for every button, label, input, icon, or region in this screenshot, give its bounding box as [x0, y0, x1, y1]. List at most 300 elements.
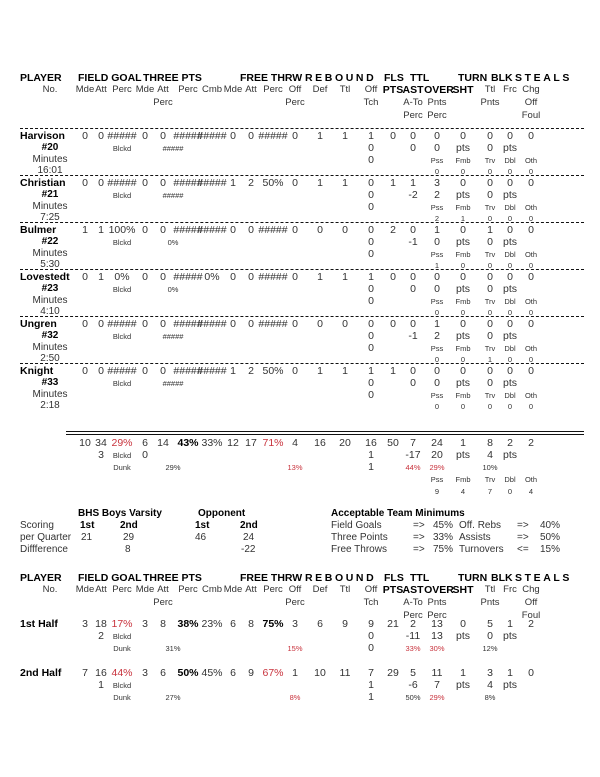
dbl-count: 0 [507, 402, 513, 411]
header-reb-ttl: Ttl [339, 584, 351, 595]
header-st-pnts: Pnts [480, 97, 500, 108]
pts-label: pts [455, 189, 471, 201]
half-stat-cell: 5 [410, 667, 416, 679]
player-stat-cell: 0% [204, 271, 220, 283]
dbl-label: Dbl [504, 344, 516, 353]
player-minutes: 2:18 [40, 400, 60, 411]
header-st-frc: Frc [503, 84, 517, 95]
pss-count: 0 [434, 167, 440, 176]
totals-blckd-made: 0 [142, 449, 148, 461]
to-pnts: 0 [434, 377, 440, 389]
pts-label: pts [455, 449, 471, 461]
player-stat-cell: 50% [262, 365, 284, 377]
header-fls-tch: Tch [363, 597, 379, 608]
player-stat-cell: 0 [292, 224, 298, 236]
minimum-operator-2: => [517, 520, 529, 531]
to-pnts: 2 [434, 189, 440, 201]
opp-q1-header: 1st [195, 520, 210, 531]
totals-stat-cell: 20 [339, 437, 351, 449]
player-stat-cell: 0 [82, 365, 88, 377]
dbl-label: Dbl [504, 203, 516, 212]
header-rebound: REBOUND [305, 572, 377, 584]
blckd-label: Blckd [112, 144, 132, 153]
pss-count: 9 [434, 487, 440, 496]
team-q1-score: 21 [81, 532, 93, 543]
fmb-count: 4 [460, 487, 466, 496]
ast-to: 0 [410, 283, 416, 295]
header-ft-att: Att [245, 584, 257, 595]
opp-q1-score: 46 [195, 532, 207, 543]
header-to-perc: Perc [427, 610, 447, 621]
header-cmb: Cmb [201, 84, 223, 95]
header-ft-mde: Mde [223, 84, 243, 95]
fls-tch: 0 [368, 236, 374, 248]
oth-count: 4 [528, 487, 534, 496]
player-stat-cell: 1 [434, 224, 440, 236]
player-stat-cell: ##### [173, 271, 203, 283]
half-stat-cell: 6 [230, 618, 236, 630]
totals-stat-cell: 29% [111, 437, 133, 449]
player-stat-cell: 0 [434, 271, 440, 283]
half-stat-cell: 67% [262, 667, 284, 679]
player-stat-cell: 1 [390, 177, 396, 189]
player-name: Bulmer [20, 224, 57, 236]
st-pnts: 0 [487, 330, 493, 342]
player-stat-cell: 0 [98, 365, 104, 377]
minimum-value: 75% [433, 544, 454, 555]
row-divider [20, 128, 584, 129]
header-st-ttl: Ttl [484, 84, 496, 95]
player-stat-cell: 0 [390, 271, 396, 283]
player-number: #22 [41, 236, 59, 247]
player-minutes: 5:30 [40, 259, 60, 270]
header-fls: FLS [384, 72, 404, 84]
totals-stat-cell: 4 [292, 437, 298, 449]
pts-label: pts [455, 330, 471, 342]
header-tp-att-perc: Perc [153, 97, 173, 108]
header-chg: Chg [522, 584, 540, 595]
fmb-count: 0 [460, 308, 466, 317]
blckd-perc: ##### [162, 379, 184, 388]
half-stat-cell: 17% [111, 618, 133, 630]
player-stat-cell: 0 [82, 177, 88, 189]
trv-label: Trv [484, 203, 496, 212]
header-ast-perc: Perc [403, 110, 423, 121]
pss-label: Pss [430, 203, 444, 212]
player-stat-cell: 0 [368, 318, 374, 330]
minimum-value-2: 15% [540, 544, 561, 555]
player-stat-cell: 0 [528, 224, 534, 236]
totals-stat-cell: 71% [262, 437, 284, 449]
header-tp-att: Att [157, 584, 169, 595]
ast-to: -6 [408, 679, 418, 691]
fmb-label: Fmb [455, 203, 471, 212]
header-tp-att-perc: Perc [153, 597, 173, 608]
player-stat-cell: 0 [230, 318, 236, 330]
player-stat-cell: 0 [410, 224, 416, 236]
half-stat-cell: 75% [262, 618, 284, 630]
player-stat-cell: 1 [368, 130, 374, 142]
half-name: 1st Half [20, 618, 58, 630]
to-pnts: 20 [431, 449, 443, 461]
st-pnts: 0 [487, 189, 493, 201]
totals-stat-cell: 2 [507, 437, 513, 449]
half-stat-cell: 11 [339, 667, 351, 679]
reb-off-perc: 8% [289, 693, 301, 702]
header-pts: PTS [382, 584, 404, 596]
blckd-label: Blckd [112, 238, 132, 247]
header-fg-mde: Mde [75, 84, 95, 95]
minutes-label: Minutes [32, 154, 68, 165]
fls-tch-2: 0 [368, 295, 374, 307]
player-stat-cell: 0 [248, 271, 254, 283]
minimum-operator: => [413, 532, 425, 543]
player-stat-cell: 0 [142, 177, 148, 189]
fmb-count: 0 [460, 261, 466, 270]
player-stat-cell: 0 [528, 271, 534, 283]
half-stat-cell: 13 [431, 618, 443, 630]
player-name: Lovestedt [20, 271, 70, 283]
player-stat-cell: 3 [434, 177, 440, 189]
player-stat-cell: 0 [507, 318, 513, 330]
player-stat-cell: 0 [410, 271, 416, 283]
header-st-pnts: Pnts [480, 597, 500, 608]
player-stat-cell: ##### [173, 318, 203, 330]
half-stat-cell: 1 [460, 667, 466, 679]
player-stat-cell: 0 [248, 318, 254, 330]
fls-tch-2: 1 [368, 461, 374, 473]
reb-off-perc: 15% [287, 644, 303, 653]
opp-q2-score: 24 [243, 532, 255, 543]
player-stat-cell: 0 [317, 318, 323, 330]
trv-label: Trv [484, 475, 496, 484]
totals-stat-cell: 2 [528, 437, 534, 449]
player-stat-cell: 2 [248, 365, 254, 377]
player-stat-cell: 0 [487, 365, 493, 377]
player-stat-cell: 1 [342, 365, 348, 377]
player-stat-cell: 0 [82, 271, 88, 283]
row-divider [20, 316, 584, 317]
minimum-value: 33% [433, 532, 454, 543]
header-field-goal: FIELD GOAL [78, 72, 142, 84]
to-perc: 29% [429, 693, 445, 702]
player-stat-cell: 0 [98, 318, 104, 330]
fmb-count: 1 [460, 214, 466, 223]
player-stat-cell: 0 [98, 177, 104, 189]
player-stat-cell: 0 [507, 130, 513, 142]
totals-stat-cell: 50 [387, 437, 399, 449]
minimum-value: 45% [433, 520, 454, 531]
player-stat-cell: ##### [197, 130, 227, 142]
player-stat-cell: 0 [142, 224, 148, 236]
scoring-team-title: BHS Boys Varsity [78, 508, 162, 519]
player-stat-cell: 0 [390, 318, 396, 330]
totals-stat-cell: 34 [95, 437, 107, 449]
dbl-count: 0 [507, 487, 513, 496]
player-stat-cell: 0 [160, 177, 166, 189]
scoring-label: Scoring [20, 520, 54, 531]
st-perc: 12% [482, 644, 498, 653]
player-number: #33 [41, 377, 59, 388]
blckd-perc: ##### [162, 332, 184, 341]
half-stat-cell: 44% [111, 667, 133, 679]
minimum-label-2: Turnovers [459, 544, 504, 555]
scoring-opponent-title: Opponent [198, 508, 246, 519]
ast-perc: 50% [405, 693, 421, 702]
oth-count: 0 [528, 402, 534, 411]
header-chg-foul: Foul [521, 610, 541, 621]
pss-count: 1 [434, 261, 440, 270]
trv-count: 0 [487, 261, 493, 270]
pts-label: pts [502, 330, 518, 342]
player-stat-cell: 0 [160, 365, 166, 377]
player-stat-cell: 0 [342, 224, 348, 236]
trv-count: 0 [487, 214, 493, 223]
fmb-label: Fmb [455, 391, 471, 400]
player-stat-cell: 0 [434, 130, 440, 142]
player-stat-cell: 2 [390, 224, 396, 236]
player-name: Harvison [20, 130, 65, 142]
half-stat-cell: 45% [201, 667, 223, 679]
player-stat-cell: 0 [460, 318, 466, 330]
trv-count: 7 [487, 487, 493, 496]
player-stat-cell: 50% [262, 177, 284, 189]
header-fg-att: Att [95, 584, 107, 595]
player-stat-cell: 0 [528, 177, 534, 189]
player-stat-cell: 0 [410, 130, 416, 142]
player-stat-cell: 2 [248, 177, 254, 189]
trv-label: Trv [484, 297, 496, 306]
to-pnts: 2 [434, 330, 440, 342]
blckd-label: Blckd [112, 681, 132, 690]
st-perc: 8% [484, 693, 496, 702]
pts-label: pts [502, 449, 518, 461]
player-stat-cell: 0 [410, 318, 416, 330]
fls-tch: 0 [368, 630, 374, 642]
header-tp-att: Att [157, 84, 169, 95]
header-chg-off: Off [524, 597, 538, 608]
oth-count: 0 [528, 214, 534, 223]
player-stat-cell: 0 [142, 271, 148, 283]
fls-tch: 1 [368, 679, 374, 691]
blckd-label: Blckd [112, 285, 132, 294]
header-ttl: TTL [410, 572, 430, 584]
header-turn: TURN [458, 72, 488, 84]
ast-to: 0 [410, 142, 416, 154]
header-fg-att: Att [95, 84, 107, 95]
trv-label: Trv [484, 391, 496, 400]
player-stat-cell: 0 [368, 224, 374, 236]
player-stat-cell: 1 [390, 365, 396, 377]
half-stat-cell: 1 [507, 667, 513, 679]
player-stat-cell: 1 [230, 177, 236, 189]
fls-tch-2: 0 [368, 642, 374, 654]
minutes-label: Minutes [32, 389, 68, 400]
pts-label: pts [455, 142, 471, 154]
half-stat-cell: 1 [507, 618, 513, 630]
half-blckd: 1 [98, 679, 104, 691]
half-stat-cell: 38% [177, 618, 199, 630]
pts-label: pts [502, 679, 518, 691]
pts-label: pts [455, 283, 471, 295]
row-divider [20, 269, 584, 270]
pts-label: pts [502, 283, 518, 295]
player-stat-cell: 0 [317, 224, 323, 236]
st-pnts: 0 [487, 142, 493, 154]
fls-tch: 0 [368, 283, 374, 295]
dunk-perc: 27% [165, 693, 181, 702]
player-number: #32 [41, 330, 59, 341]
half-stat-cell: 29 [387, 667, 399, 679]
player-stat-cell: ##### [107, 177, 137, 189]
to-perc: 29% [429, 463, 445, 472]
st-pnts: 4 [487, 679, 493, 691]
half-stat-cell: 3 [487, 667, 493, 679]
blckd-perc: ##### [162, 144, 184, 153]
dunk-label: Dunk [113, 644, 131, 653]
header-sht: SHT [452, 84, 474, 96]
header-cmb: Cmb [201, 584, 223, 595]
dunk-label: Dunk [113, 693, 131, 702]
player-stat-cell: 1 [230, 365, 236, 377]
dunk-label: Dunk [113, 463, 131, 472]
player-stat-cell: 1 [368, 365, 374, 377]
minutes-label: Minutes [32, 295, 68, 306]
minimum-operator: => [413, 544, 425, 555]
pts-label: pts [502, 630, 518, 642]
team-q2-score: 29 [123, 532, 135, 543]
player-number: #23 [41, 283, 59, 294]
dbl-label: Dbl [504, 391, 516, 400]
player-stat-cell: 0 [434, 365, 440, 377]
minimum-label: Field Goals [331, 520, 382, 531]
team-q1-header: 1st [80, 520, 95, 531]
fls-tch-2: 0 [368, 342, 374, 354]
player-stat-cell: 1 [410, 177, 416, 189]
ast-to: -1 [408, 236, 418, 248]
fls-tch-2: 1 [368, 691, 374, 703]
header-ast-ato: A-To [403, 597, 423, 608]
header-three-pts: THREE PTS [143, 572, 202, 584]
player-stat-cell: 0 [82, 318, 88, 330]
header-free-thrw: FREE THRW [240, 572, 303, 584]
player-stat-cell: 1 [317, 177, 323, 189]
totals-stat-cell: 17 [245, 437, 257, 449]
reb-off-perc: 13% [287, 463, 303, 472]
player-stat-cell: 1 [317, 130, 323, 142]
fls-tch: 0 [368, 142, 374, 154]
half-name: 2nd Half [20, 667, 62, 679]
totals-stat-cell: 12 [227, 437, 239, 449]
fmb-count: 0 [460, 402, 466, 411]
trv-count: 0 [487, 308, 493, 317]
row-divider [20, 363, 584, 364]
pts-label: pts [502, 189, 518, 201]
half-stat-cell: 3 [292, 618, 298, 630]
st-perc: 10% [482, 463, 498, 472]
trv-count: 0 [487, 167, 493, 176]
player-stat-cell: 0 [460, 365, 466, 377]
oth-label: Oth [524, 297, 538, 306]
half-stat-cell: 8 [248, 618, 254, 630]
player-stat-cell: 1 [317, 365, 323, 377]
header-tp-perc: Perc [178, 84, 198, 95]
player-stat-cell: 0 [460, 177, 466, 189]
player-stat-cell: 1 [317, 271, 323, 283]
half-stat-cell: 2 [528, 618, 534, 630]
header-fg-perc: Perc [112, 584, 132, 595]
header-free-thrw: FREE THRW [240, 72, 303, 84]
totals-stat-cell: 6 [142, 437, 148, 449]
player-stat-cell: ##### [197, 365, 227, 377]
player-stat-cell: 0 [368, 177, 374, 189]
blckd-perc: ##### [162, 191, 184, 200]
header-fls: FLS [384, 572, 404, 584]
oth-label: Oth [524, 250, 538, 259]
player-stat-cell: 0 [507, 365, 513, 377]
oth-count: 0 [528, 308, 534, 317]
ast-to: -17 [405, 449, 421, 461]
difference-label: Diffference [20, 544, 68, 555]
dunk-perc: 29% [165, 463, 181, 472]
player-stat-cell: 0 [487, 130, 493, 142]
half-stat-cell: 7 [82, 667, 88, 679]
half-stat-cell: 0 [528, 667, 534, 679]
header-st-ttl: Ttl [484, 584, 496, 595]
header-fls-tch: Tch [363, 97, 379, 108]
header-fg-perc: Perc [112, 84, 132, 95]
player-stat-cell: 0 [230, 224, 236, 236]
half-stat-cell: 3 [142, 618, 148, 630]
blckd-perc: 0% [167, 238, 179, 247]
player-stat-cell: 0 [142, 130, 148, 142]
dbl-count: 0 [507, 167, 513, 176]
half-stat-cell: 21 [387, 618, 399, 630]
player-stat-cell: 0 [507, 271, 513, 283]
fls-tch: 0 [368, 377, 374, 389]
oth-label: Oth [524, 203, 538, 212]
blckd-label: Blckd [112, 191, 132, 200]
fmb-label: Fmb [455, 344, 471, 353]
player-stat-cell: 1 [342, 271, 348, 283]
header-fls-off: Off [364, 584, 378, 595]
to-pnts: 0 [434, 283, 440, 295]
half-stat-cell: 6 [230, 667, 236, 679]
dbl-label: Dbl [504, 475, 516, 484]
header-reb-def: Def [312, 84, 328, 95]
half-stat-cell: 5 [487, 618, 493, 630]
pss-count: 2 [434, 214, 440, 223]
header-ft-mde: Mde [223, 584, 243, 595]
oth-label: Oth [524, 391, 538, 400]
dunk-perc: 31% [165, 644, 181, 653]
totals-stat-cell: 16 [365, 437, 377, 449]
minutes-label: Minutes [32, 201, 68, 212]
fls-tch-2: 0 [368, 201, 374, 213]
to-pnts: 13 [431, 630, 443, 642]
team-diff: 8 [125, 544, 131, 555]
pts-label: pts [455, 377, 471, 389]
player-stat-cell: ##### [173, 365, 203, 377]
header-reb-off-perc: Perc [285, 97, 305, 108]
half-stat-cell: 9 [248, 667, 254, 679]
totals-stat-cell: 33% [201, 437, 223, 449]
ast-perc: 44% [405, 463, 421, 472]
blckd-label: Blckd [112, 379, 132, 388]
half-stat-cell: 50% [177, 667, 199, 679]
header-over: OVER [424, 584, 454, 596]
totals-stat-cell: 1 [460, 437, 466, 449]
